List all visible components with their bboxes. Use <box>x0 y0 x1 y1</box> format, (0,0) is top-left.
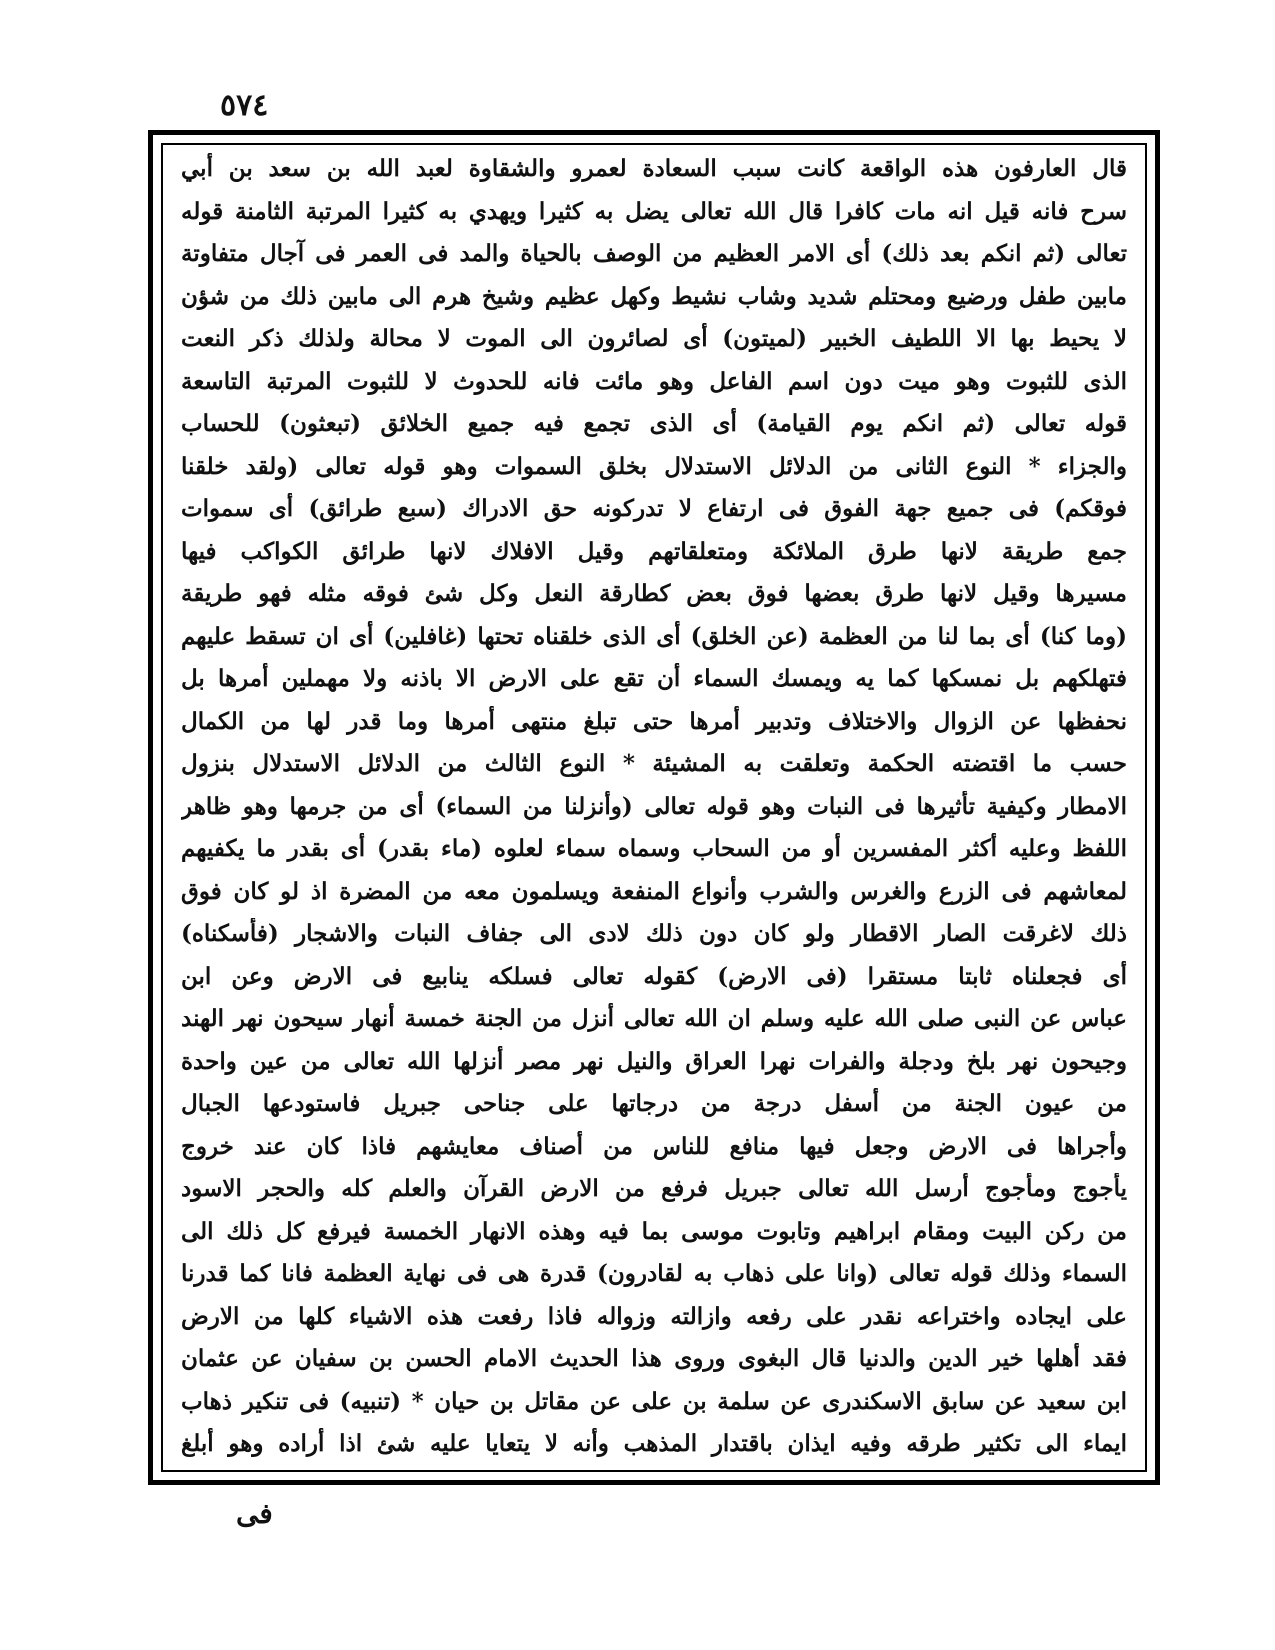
text-line: جمع طريقة لانها طرق الملائكة ومتعلقاتهم وقيل الافلاك لانها طرائق الكواكب فيها <box>181 537 1127 565</box>
text-line: فوقكم) فى جميع جهة الفوق فى ارتفاع لا تدركونه حق الادراك (سبع طرائق) أى سموات <box>181 495 1127 522</box>
text-line: قوله تعالى (ثم انكم يوم القيامة) أى الذى تجمع فيه جميع الخلائق (تبعثون) للحساب <box>181 410 1127 437</box>
text-line: من عيون الجنة من أسفل درجة من درجاتها على جناحى جبريل فاستودعها الجبال <box>181 1090 1127 1117</box>
text-line: الذى للثبوت وهو ميت دون اسم الفاعل وهو مائت فانه للحدوث لا للثبوت المرتبة التاسعة <box>181 367 1127 395</box>
text-line: لا يحيط بها الا اللطيف الخبير (لميتون) أى لصائرون الى الموت لا محالة ولذلك ذكر النعت <box>181 325 1127 352</box>
text-line: السماء وذلك قوله تعالى (وانا على ذهاب به لقادرون) قدرة هى فى نهاية العظمة فانا كما قدرنا <box>181 1260 1127 1287</box>
text-line: سرح فانه قيل انه مات كافرا قال الله تعالى يضل به كثيرا ويهدي به كثيرا المرتبة الثامنة قوله <box>181 197 1127 225</box>
text-line: اللفظ وعليه أكثر المفسرين أو من السحاب وسماه سماء لعلوه (ماء بقدر) أى بقدر ما يكفيهم <box>181 835 1127 862</box>
text-line: (وما كنا) أى بما لنا من العظمة (عن الخلق) أى الذى خلقناه تحتها (غافلين) أى ان تسقط عليهم <box>181 622 1127 650</box>
page-number: ٥٧٤ <box>220 88 269 123</box>
catchword: فى <box>236 1497 273 1530</box>
page-frame-inner <box>161 143 1147 1472</box>
text-line: مابين طفل ورضيع ومحتلم شديد وشاب نشيط وكهل عظيم وشيخ هرم الى مابين ذلك من شؤن <box>181 282 1127 310</box>
text-line: فتهلكهم بل نمسكها كما يه ويمسك السماء أن تقع على الارض الا باذنه ولا مهملين أمرها بل <box>181 665 1127 692</box>
text-line: ايماء الى تكثير طرقه وفيه ايذان باقتدار المذهب وأنه لا يتعايا عليه شئ اذا أراده وهو أبلغ <box>181 1430 1127 1457</box>
text-line: والجزاء * النوع الثانى من الدلائل الاستدلال بخلق السموات وهو قوله تعالى (ولقد خلقنا <box>181 452 1127 480</box>
text-line: من ركن البيت ومقام ابراهيم وتابوت موسى بما فيه وهذه الانهار الخمسة فيرفع كل ذلك الى <box>181 1217 1127 1245</box>
text-line: ابن سعيد عن سابق الاسكندرى عن سلمة بن على عن مقاتل بن حيان * (تنبيه) فى تنكير ذهاب <box>181 1387 1127 1415</box>
text-line: فقد أهلها خير الدين والدنيا قال البغوى وروى هذا الحديث الامام الحسن بن سفيان عن عثمان <box>181 1345 1127 1372</box>
text-line: مسيرها وقيل لانها طرق بعضها فوق بعض كطارقة النعل وكل شئ فوقه مثله فهو طريقة <box>181 580 1127 607</box>
text-line: حسب ما اقتضته الحكمة وتعلقت به المشيئة * النوع الثالث من الدلائل الاستدلال بنزول <box>181 750 1127 777</box>
text-line: أى فجعلناه ثابتا مستقرا (فى الارض) كقوله تعالى فسلكه ينابيع فى الارض وعن ابن <box>181 962 1127 990</box>
text-line: الامطار وكيفية تأثيرها فى النبات وهو قوله تعالى (وأنزلنا من السماء) أى من جرمها وهو ظاهر <box>181 792 1127 820</box>
text-line: وجيحون نهر بلخ ودجلة والفرات نهرا العراق والنيل نهر مصر أنزلها الله تعالى من عين واحدة <box>181 1047 1127 1075</box>
page-frame <box>148 130 1160 1485</box>
text-line: ذلك لاغرقت الصار الاقطار ولو كان دون ذلك لادى الى جفاف النبات والاشجار (فأسكناه) <box>181 920 1127 947</box>
text-line: لمعاشهم فى الزرع والغرس والشرب وأنواع المنفعة ويسلمون معه من المضرة اذ لو كان فوق <box>181 877 1127 905</box>
text-line: عباس عن النبى صلى الله عليه وسلم ان الله تعالى أنزل من الجنة خمسة أنهار سيحون نهر الهند <box>181 1005 1127 1032</box>
text-line: يأجوج ومأجوج أرسل الله تعالى جبريل فرفع من الارض القرآن والعلم كله والحجر الاسود <box>181 1175 1127 1202</box>
text-line: على ايجاده واختراعه نقدر على رفعه وازالته وزواله فاذا رفعت هذه الاشياء كلها من الارض <box>181 1302 1127 1330</box>
text-line: قال العارفون هذه الواقعة كانت سبب السعادة لعمرو والشقاوة لعبد الله بن سعد بن أبي <box>181 155 1127 182</box>
text-line: تعالى (ثم انكم بعد ذلك) أى الامر العظيم من الوصف بالحياة والمد فى العمر فى آجال متفاوتة <box>181 240 1127 267</box>
text-line: وأجراها فى الارض وجعل فيها منافع للناس من أصناف معايشهم فاذا كان عند خروج <box>181 1132 1127 1160</box>
text-line: نحفظها عن الزوال والاختلاف وتدبير أمرها حتى تبلغ منتهى أمرها وما قدر لها من الكمال <box>181 707 1127 735</box>
text-body <box>181 153 1127 1460</box>
